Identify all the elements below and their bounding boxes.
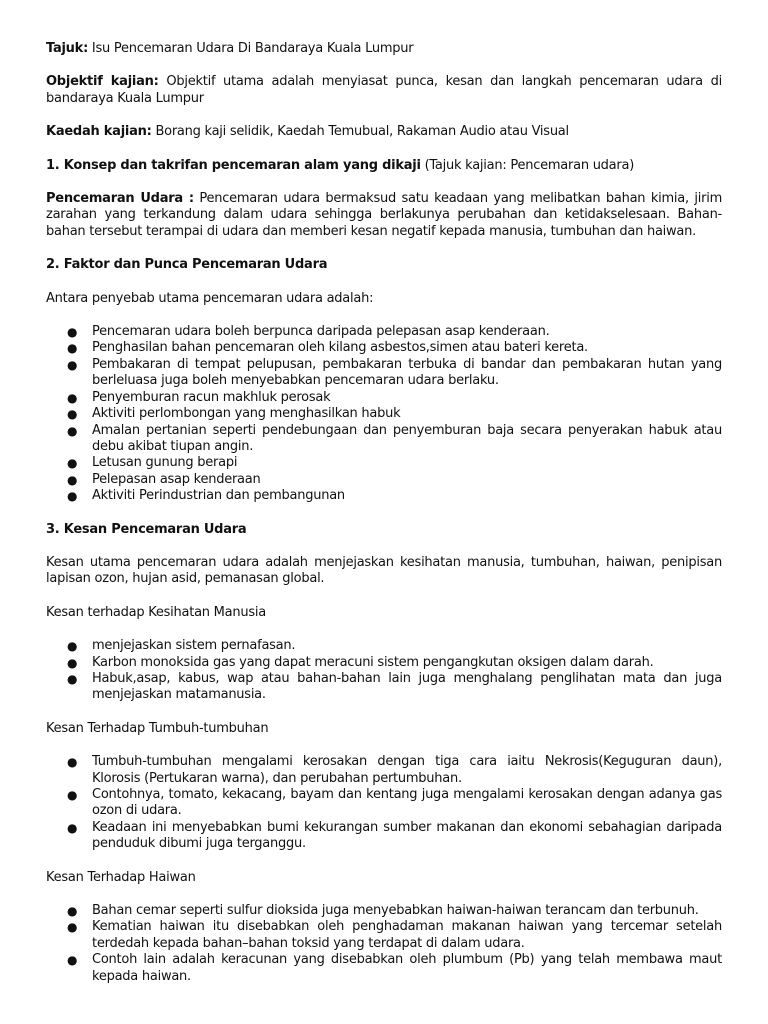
list-item [46, 423, 722, 456]
bullet-icon: ● [67, 423, 78, 438]
list-item-text: Penghasilan bahan pencemaran oleh kilang asbestos,simen atau bateri kereta. [92, 340, 588, 356]
list-item-text: Penyemburan racun makhluk perosak [92, 389, 331, 405]
list-item [46, 787, 722, 820]
list-item [46, 324, 722, 340]
list-item [46, 919, 722, 952]
objektif-paragraph [46, 74, 722, 107]
tajuk-text: Isu Pencemaran Udara Di Bandaraya Kuala Lumpur [88, 41, 414, 56]
list-item [46, 903, 722, 919]
section1-heading-line [46, 158, 722, 174]
bullet-icon: ● [67, 325, 78, 340]
list-item [46, 820, 722, 853]
kaedah-label: Kaedah kajian: [46, 124, 152, 140]
bullet-icon: ● [67, 341, 78, 356]
bullet-icon: ● [67, 953, 78, 968]
objektif-label: Objektif kajian: [46, 74, 159, 90]
definition-text: Pencemaran udara bermaksud satu keadaan yang melibatkan bahan kimia, jirim zarahan yang terkandung dalam udara sehingga berlakunya perubahan dan ketidakselesaan. Bahan-bahan tersebut terampai di udara dan memberi kesan negatif kepada manusia, tumbuhan dan haiwan. [46, 191, 722, 239]
section3-intro: Kesan utama pencemaran udara adalah menjejaskan kesihatan manusia, tumbuhan, haiwan, penipisan lapisan ozon, hujan asid, pemanasan global. [46, 554, 722, 587]
list-item-text: Keadaan ini menyebabkan bumi kekurangan sumber makanan dan ekonomi sebahagian daripada penduduk dibumi juga terganggu. [92, 819, 722, 852]
bullet-icon: ● [67, 357, 78, 372]
bullet-icon: ● [67, 755, 78, 770]
section3-heading-line [46, 522, 722, 538]
bullet-icon: ● [67, 489, 78, 504]
list-item-text: Aktiviti perlombongan yang menghasilkan habuk [92, 406, 401, 422]
list-item [46, 357, 722, 390]
list-item [46, 754, 722, 787]
list-item [46, 455, 722, 471]
tajuk-line [46, 41, 722, 57]
list-item [46, 655, 722, 671]
list-item-text: Pencemaran udara boleh berpunca daripada pelepasan asap kenderaan. [92, 324, 550, 340]
bullet-icon: ● [67, 920, 78, 935]
kaedah-line [46, 124, 722, 140]
section3-heading: 3. Kesan Pencemaran Udara [46, 521, 247, 537]
bullet-icon: ● [67, 407, 78, 422]
list-item-text: Letusan gunung berapi [92, 455, 238, 471]
tajuk-label: Tajuk: [46, 41, 89, 56]
haiwan-title: Kesan Terhadap Haiwan [46, 869, 196, 885]
definition-paragraph [46, 191, 722, 240]
bullet-icon: ● [67, 639, 78, 654]
list-item-text: Contoh lain adalah keracunan yang disebabkan oleh plumbum (Pb) yang telah membawa maut kepada haiwan. [92, 952, 722, 984]
bullet-icon: ● [67, 390, 78, 405]
section2-heading: 2. Faktor dan Punca Pencemaran Udara [46, 257, 328, 273]
bullet-icon: ● [67, 788, 78, 802]
list-item [46, 638, 722, 654]
bullet-icon: ● [67, 655, 78, 670]
manusia-title: Kesan terhadap Kesihatan Manusia [46, 604, 266, 620]
list-item [46, 472, 722, 488]
bullet-icon: ● [67, 671, 78, 686]
list-item-text: Aktiviti Perindustrian dan pembangunan [92, 488, 345, 504]
manusia-list [46, 638, 722, 704]
bullet-icon: ● [67, 472, 78, 487]
list-item-text: Karbon monoksida gas yang dapat meracuni sistem pengangkutan oksigen dalam darah. [92, 654, 654, 670]
definition-label: Pencemaran Udara : [46, 191, 194, 207]
kaedah-text: Borang kaji selidik, Kaedah Temubual, Rakaman Audio atau Visual [151, 124, 569, 140]
list-item [46, 390, 722, 406]
bullet-icon: ● [67, 904, 78, 919]
list-item [46, 488, 722, 504]
section2-heading-line [46, 257, 722, 273]
list-item [46, 340, 722, 356]
haiwan-list [46, 903, 722, 985]
list-item-text: menjejaskan sistem pernafasan. [92, 638, 296, 654]
bullet-icon: ● [67, 820, 78, 835]
section1-heading: 1. Konsep dan takrifan pencemaran alam yang dikaji [46, 157, 421, 173]
section1-note: (Tajuk kajian: Pencemaran udara) [420, 157, 635, 173]
list-item [46, 952, 722, 985]
list-item [46, 671, 722, 704]
tumbuhan-title: Kesan Terhadap Tumbuh-tumbuhan [46, 720, 269, 736]
list-item-text: Tumbuh-tumbuhan mengalami kerosakan dengan tiga cara iaitu Nekrosis(Keguguran daun), Klorosis (Pertukaran warna), dan perubahan pertumbuhan. [92, 754, 722, 786]
list-item-text: Pembakaran di tempat pelupusan, pembakaran terbuka di bandar dan pembakaran hutan yang berleluasa juga boleh menyebabkan pencemaran udara berlaku. [92, 356, 722, 389]
punca-list [46, 324, 722, 504]
list-item [46, 406, 722, 422]
list-item-text: Bahan cemar seperti sulfur dioksida juga menyebabkan haiwan-haiwan terancam dan terbunuh. [92, 903, 699, 919]
list-item-text: Contohnya, tomato, kekacang, bayam dan kentang juga mengalami kerosakan dengan adanya gas ozon di udara. [92, 787, 722, 819]
list-item-text: Amalan pertanian seperti pendebungaan dan penyemburan baja secara penyerakan habuk atau debu akibat tiupan angin. [92, 422, 722, 454]
section2-intro: Antara penyebab utama pencemaran udara adalah: [46, 290, 374, 306]
list-item-text: Pelepasan asap kenderaan [92, 471, 261, 487]
list-item-text: Habuk,asap, kabus, wap atau bahan-bahan lain juga menghalang penglihatan mata dan juga menjejaskan matamanusia. [92, 670, 722, 703]
objektif-text: Objektif utama adalah menyiasat punca, kesan dan langkah pencemaran udara di bandaraya Kuala Lumpur [46, 74, 723, 106]
tumbuhan-list [46, 754, 722, 852]
bullet-icon: ● [67, 456, 78, 471]
list-item-text: Kematian haiwan itu disebabkan oleh penghadaman makanan haiwan yang tercemar setelah terdedah kepada bahan–bahan toksid yang terdapat di dalam udara. [92, 919, 722, 951]
